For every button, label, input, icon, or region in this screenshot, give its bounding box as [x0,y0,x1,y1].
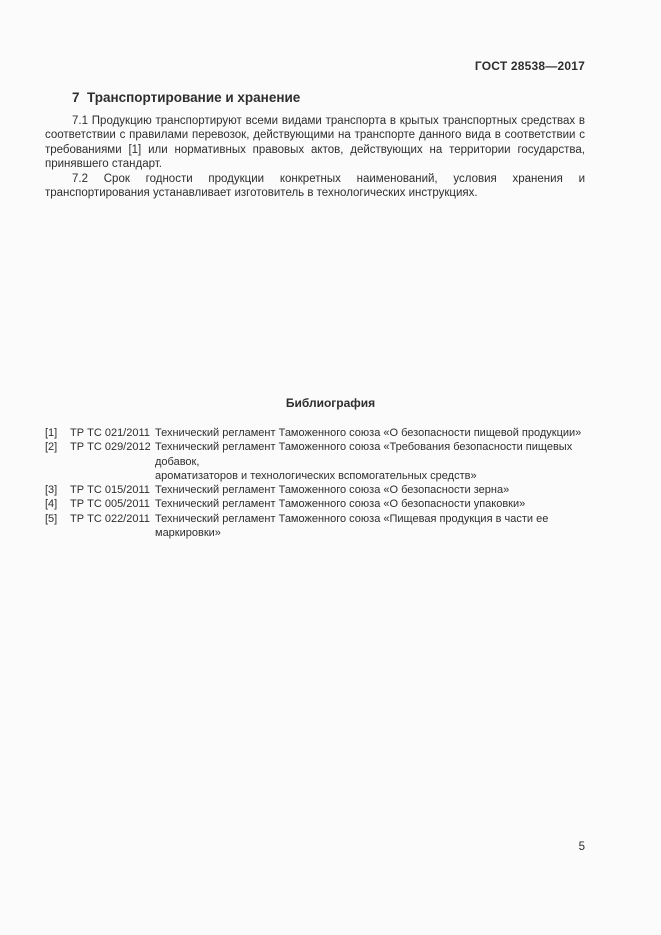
bibliography-entry-code: ТР ТС 005/2011 [70,498,150,511]
bibliography-entry-text-line: Технический регламент Таможенного союза «О безопасности упаковки» [155,498,526,511]
document-header-standard-number: ГОСТ 28538—2017 [474,59,585,73]
section-heading: 7 Транспортирование и хранение [72,90,301,105]
bibliography-entry-code: ТР ТС 021/2011 [70,427,150,439]
section-body [45,114,585,200]
bibliography-entry-text [155,426,585,440]
bibliography-entry-label: [3] [45,484,58,497]
bibliography-entry-text [155,497,585,511]
page-number: 5 [578,841,585,853]
paragraph-7-1: 7.1 Продукцию транспортируют всеми видами транспорта в крытых транспортных средствах в соответствии с правилами перевозок, действующими на транспорте данного вида в соответствии с требованиями [1] или нормативных правовых актов, действующих на территории государства, принявшего стандарт. [45,115,585,171]
bibliography-entry-text-line: Технический регламент Таможенного союза «О безопасности пищевой продукции» [155,427,582,439]
bibliography-entry-code: ТР ТС 022/2011 [70,512,150,525]
bibliography-entry-text [155,440,585,483]
bibliography-entry-label: [2] [45,441,58,454]
bibliography-entry [45,440,585,483]
bibliography-entry-text-line: Технический регламент Таможенного союза «О безопасности зерна» [155,484,510,497]
bibliography-entry [45,483,585,497]
bibliography-entry-label: [4] [45,498,58,511]
bibliography-entry-text-line: Технический регламент Таможенного союза «Требования безопасности пищевых добавок, [155,441,573,468]
bibliography-entry-label: [5] [45,512,58,525]
bibliography-list [45,426,585,540]
bibliography-entry [45,426,585,440]
bibliography-entry [45,497,585,511]
bibliography-title: Библиография [285,396,376,410]
bibliography-entry-code: ТР ТС 029/2012 [70,441,151,454]
bibliography-entry [45,512,585,541]
bibliography-entry-text-line: ароматизаторов и технологических вспомогательных средств» [155,469,477,482]
bibliography-entry-text [155,483,585,497]
bibliography-entry-text-line: Технический регламент Таможенного союза «Пищевая продукция в части ее маркировки» [155,512,549,540]
bibliography-entry-text [155,512,585,541]
bibliography-entry-code: ТР ТС 015/2011 [70,484,150,497]
paragraph-7-2: 7.2 Срок годности продукции конкретных наименований, условия хранения и транспортирования устанавливает изготовитель в технологических инструкциях. [45,172,585,200]
bibliography-entry-label: [1] [45,427,58,439]
